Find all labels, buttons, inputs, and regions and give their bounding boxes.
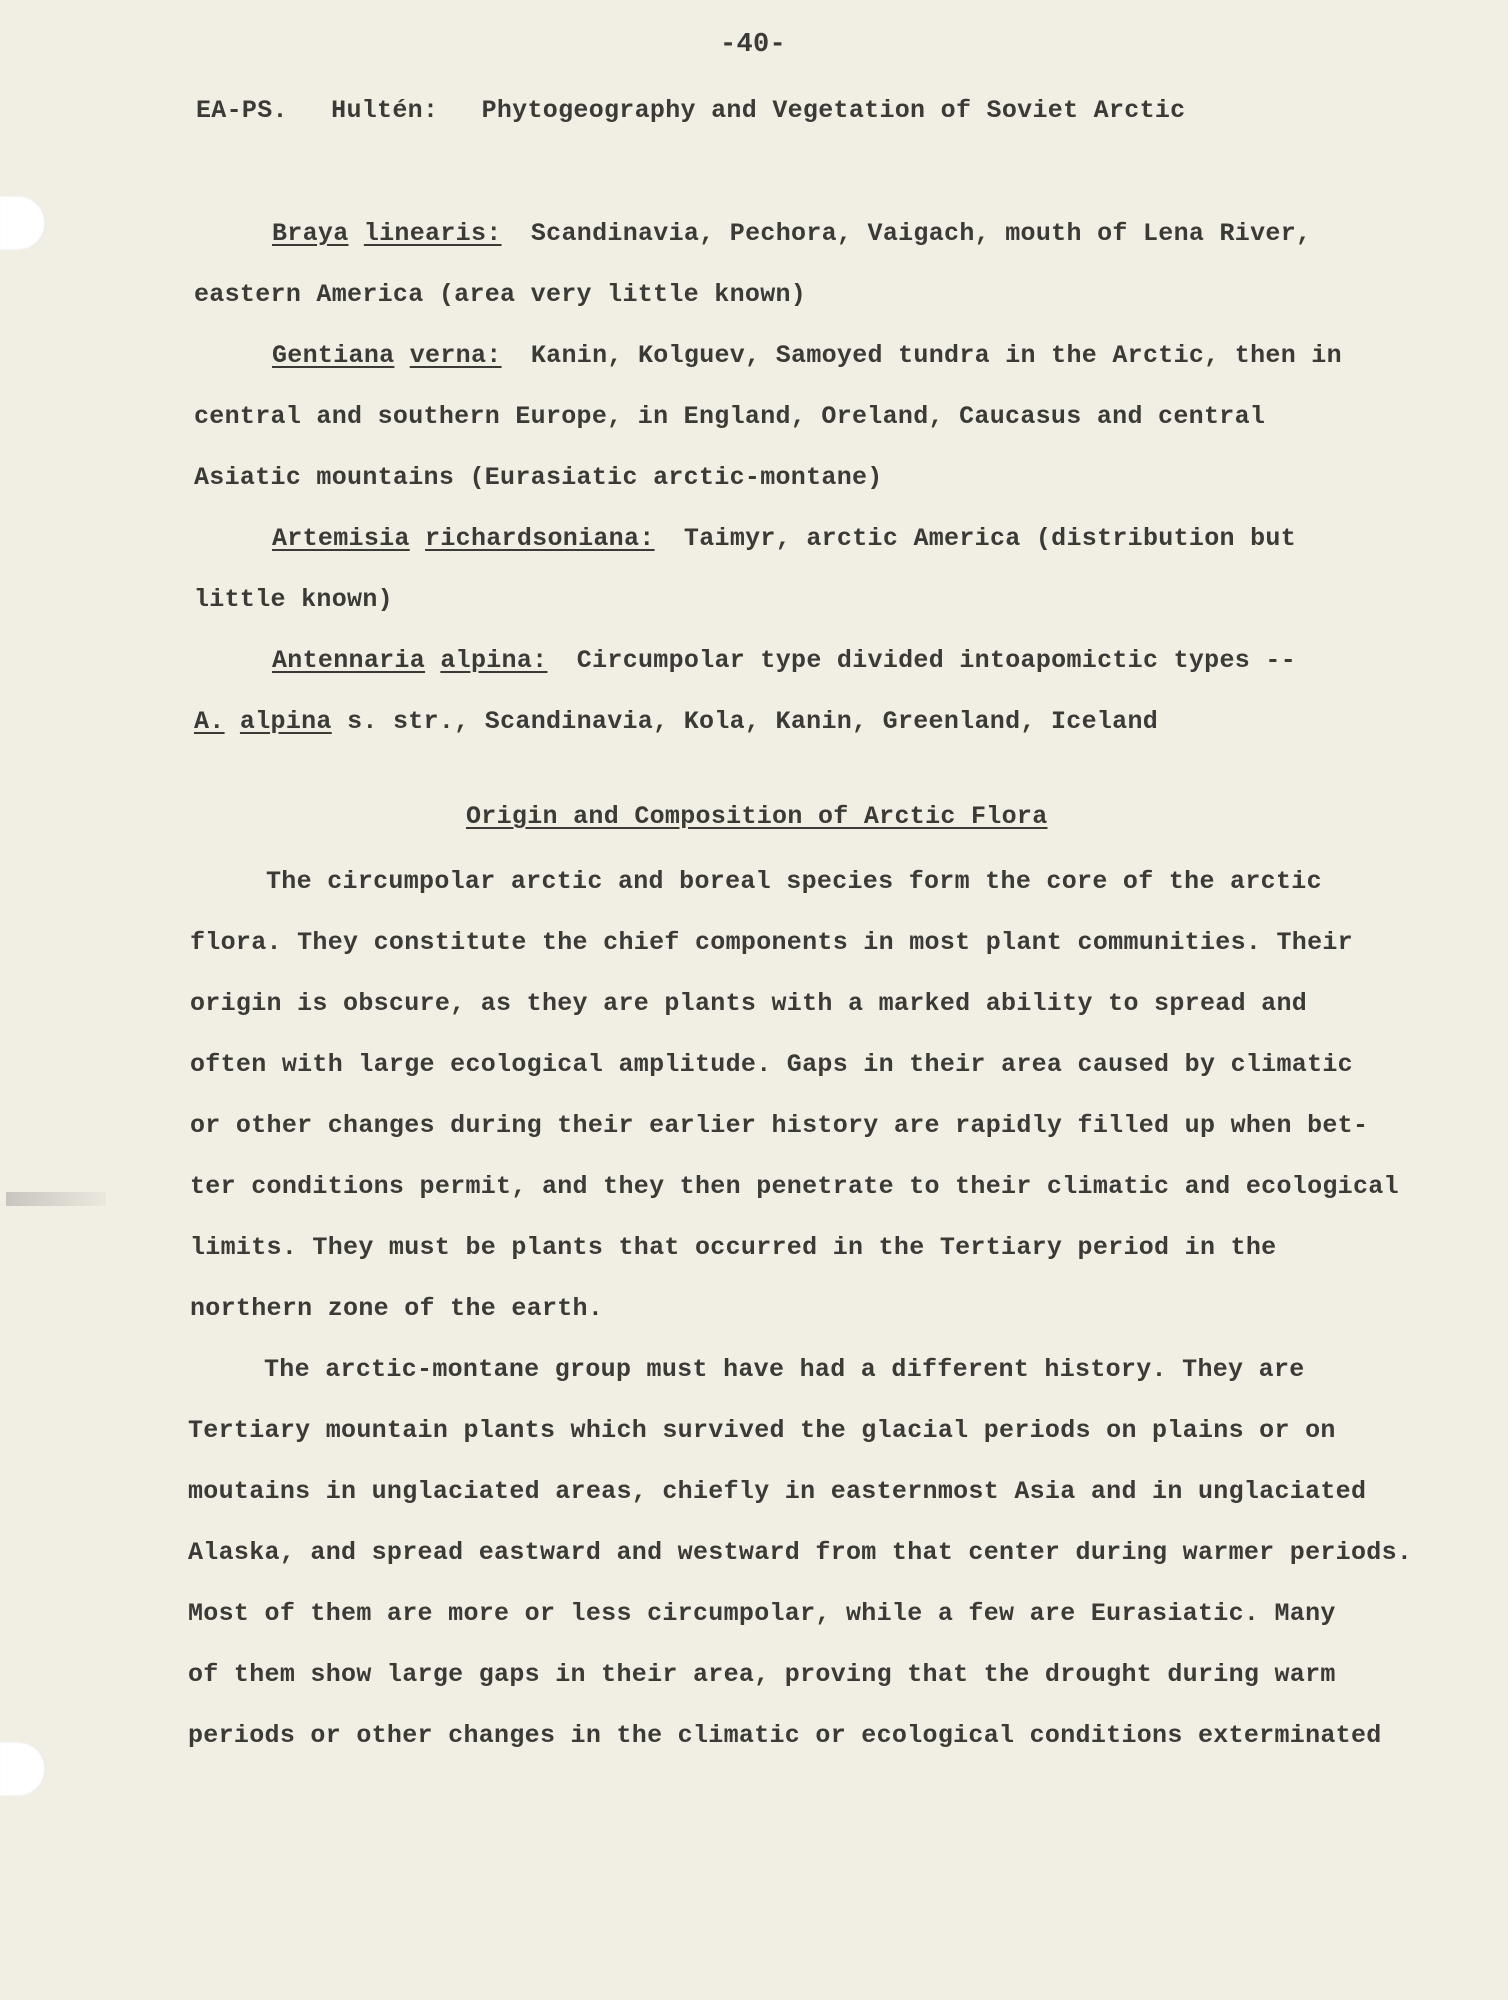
species-line xyxy=(194,517,1342,578)
paragraph-2 xyxy=(188,1348,1412,1775)
species-genus: Artemisia xyxy=(272,524,410,553)
running-header xyxy=(196,96,1214,125)
species-epithet: alpina: xyxy=(440,646,548,675)
paragraph-line: moutains in unglaciated areas, chiefly in easternmost Asia and in unglaciated xyxy=(188,1477,1367,1506)
punch-hole-top xyxy=(0,196,46,250)
species-line: Asiatic mountains (Eurasiatic arctic-montane) xyxy=(194,463,883,492)
species-line: central and southern Europe, in England, Oreland, Caucasus and central xyxy=(194,402,1266,431)
paragraph-line: or other changes during their earlier history are rapidly filled up when bet- xyxy=(190,1111,1369,1140)
species-line xyxy=(194,639,1342,700)
species-range: Scandinavia, Pechora, Vaigach, mouth of Lena River, xyxy=(530,219,1312,248)
paragraph-line: The arctic-montane group must have had a different history. They are xyxy=(264,1355,1305,1384)
paragraph-line: limits. They must be plants that occurred in the Tertiary period in the xyxy=(190,1233,1277,1262)
paragraph-line: origin is obscure, as they are plants with a marked ability to spread and xyxy=(190,989,1308,1018)
section-heading: Origin and Composition of Arctic Flora xyxy=(466,802,1048,831)
species-list xyxy=(194,212,1342,761)
paragraph-line: northern zone of the earth. xyxy=(190,1294,604,1323)
species-genus: A. xyxy=(194,707,225,736)
header-code: EA-PS. xyxy=(196,96,288,125)
paragraph-line: often with large ecological amplitude. Gaps in their area caused by climatic xyxy=(190,1050,1353,1079)
paragraph-line: Most of them are more or less circumpolar, while a few are Eurasiatic. Many xyxy=(188,1599,1336,1628)
species-epithet: richardsoniana: xyxy=(425,524,655,553)
paragraph-1 xyxy=(190,860,1399,1348)
header-author: Hultén: xyxy=(331,96,439,125)
paragraph-line: ter conditions permit, and they then penetrate to their climatic and ecological xyxy=(190,1172,1399,1201)
species-line xyxy=(194,700,1342,761)
paragraph-line: periods or other changes in the climatic or ecological conditions exterminated xyxy=(188,1721,1382,1750)
species-line: eastern America (area very little known) xyxy=(194,280,807,309)
species-epithet: linearis: xyxy=(363,219,502,248)
species-genus: Gentiana xyxy=(272,341,395,370)
species-genus: Antennaria xyxy=(272,646,426,675)
species-range: Circumpolar type divided intoapomictic types -- xyxy=(576,646,1296,675)
species-range: Kanin, Kolguev, Samoyed tundra in the Arctic, then in xyxy=(530,341,1342,370)
page-number: -40- xyxy=(720,30,787,60)
margin-smudge xyxy=(6,1192,106,1206)
species-range: s. str., Scandinavia, Kola, Kanin, Greenland, Iceland xyxy=(347,707,1159,736)
paragraph-line: flora. They constitute the chief components in most plant communities. Their xyxy=(190,928,1353,957)
paragraph-line: Alaska, and spread eastward and westward from that center during warmer periods. xyxy=(188,1538,1413,1567)
paragraph-line: Tertiary mountain plants which survived the glacial periods on plains or on xyxy=(188,1416,1336,1445)
species-line: little known) xyxy=(194,585,393,614)
species-line xyxy=(194,212,1342,273)
paragraph-line: of them show large gaps in their area, proving that the drought during warm xyxy=(188,1660,1336,1689)
paragraph-line: The circumpolar arctic and boreal species form the core of the arctic xyxy=(266,867,1322,896)
species-range: Taimyr, arctic America (distribution but xyxy=(683,524,1297,553)
punch-hole-bottom xyxy=(0,1742,46,1796)
species-genus: Braya xyxy=(272,219,349,248)
species-epithet: verna: xyxy=(409,341,502,370)
species-epithet: alpina xyxy=(239,707,332,736)
header-title: Phytogeography and Vegetation of Soviet Arctic xyxy=(481,96,1186,125)
species-line xyxy=(194,334,1342,395)
